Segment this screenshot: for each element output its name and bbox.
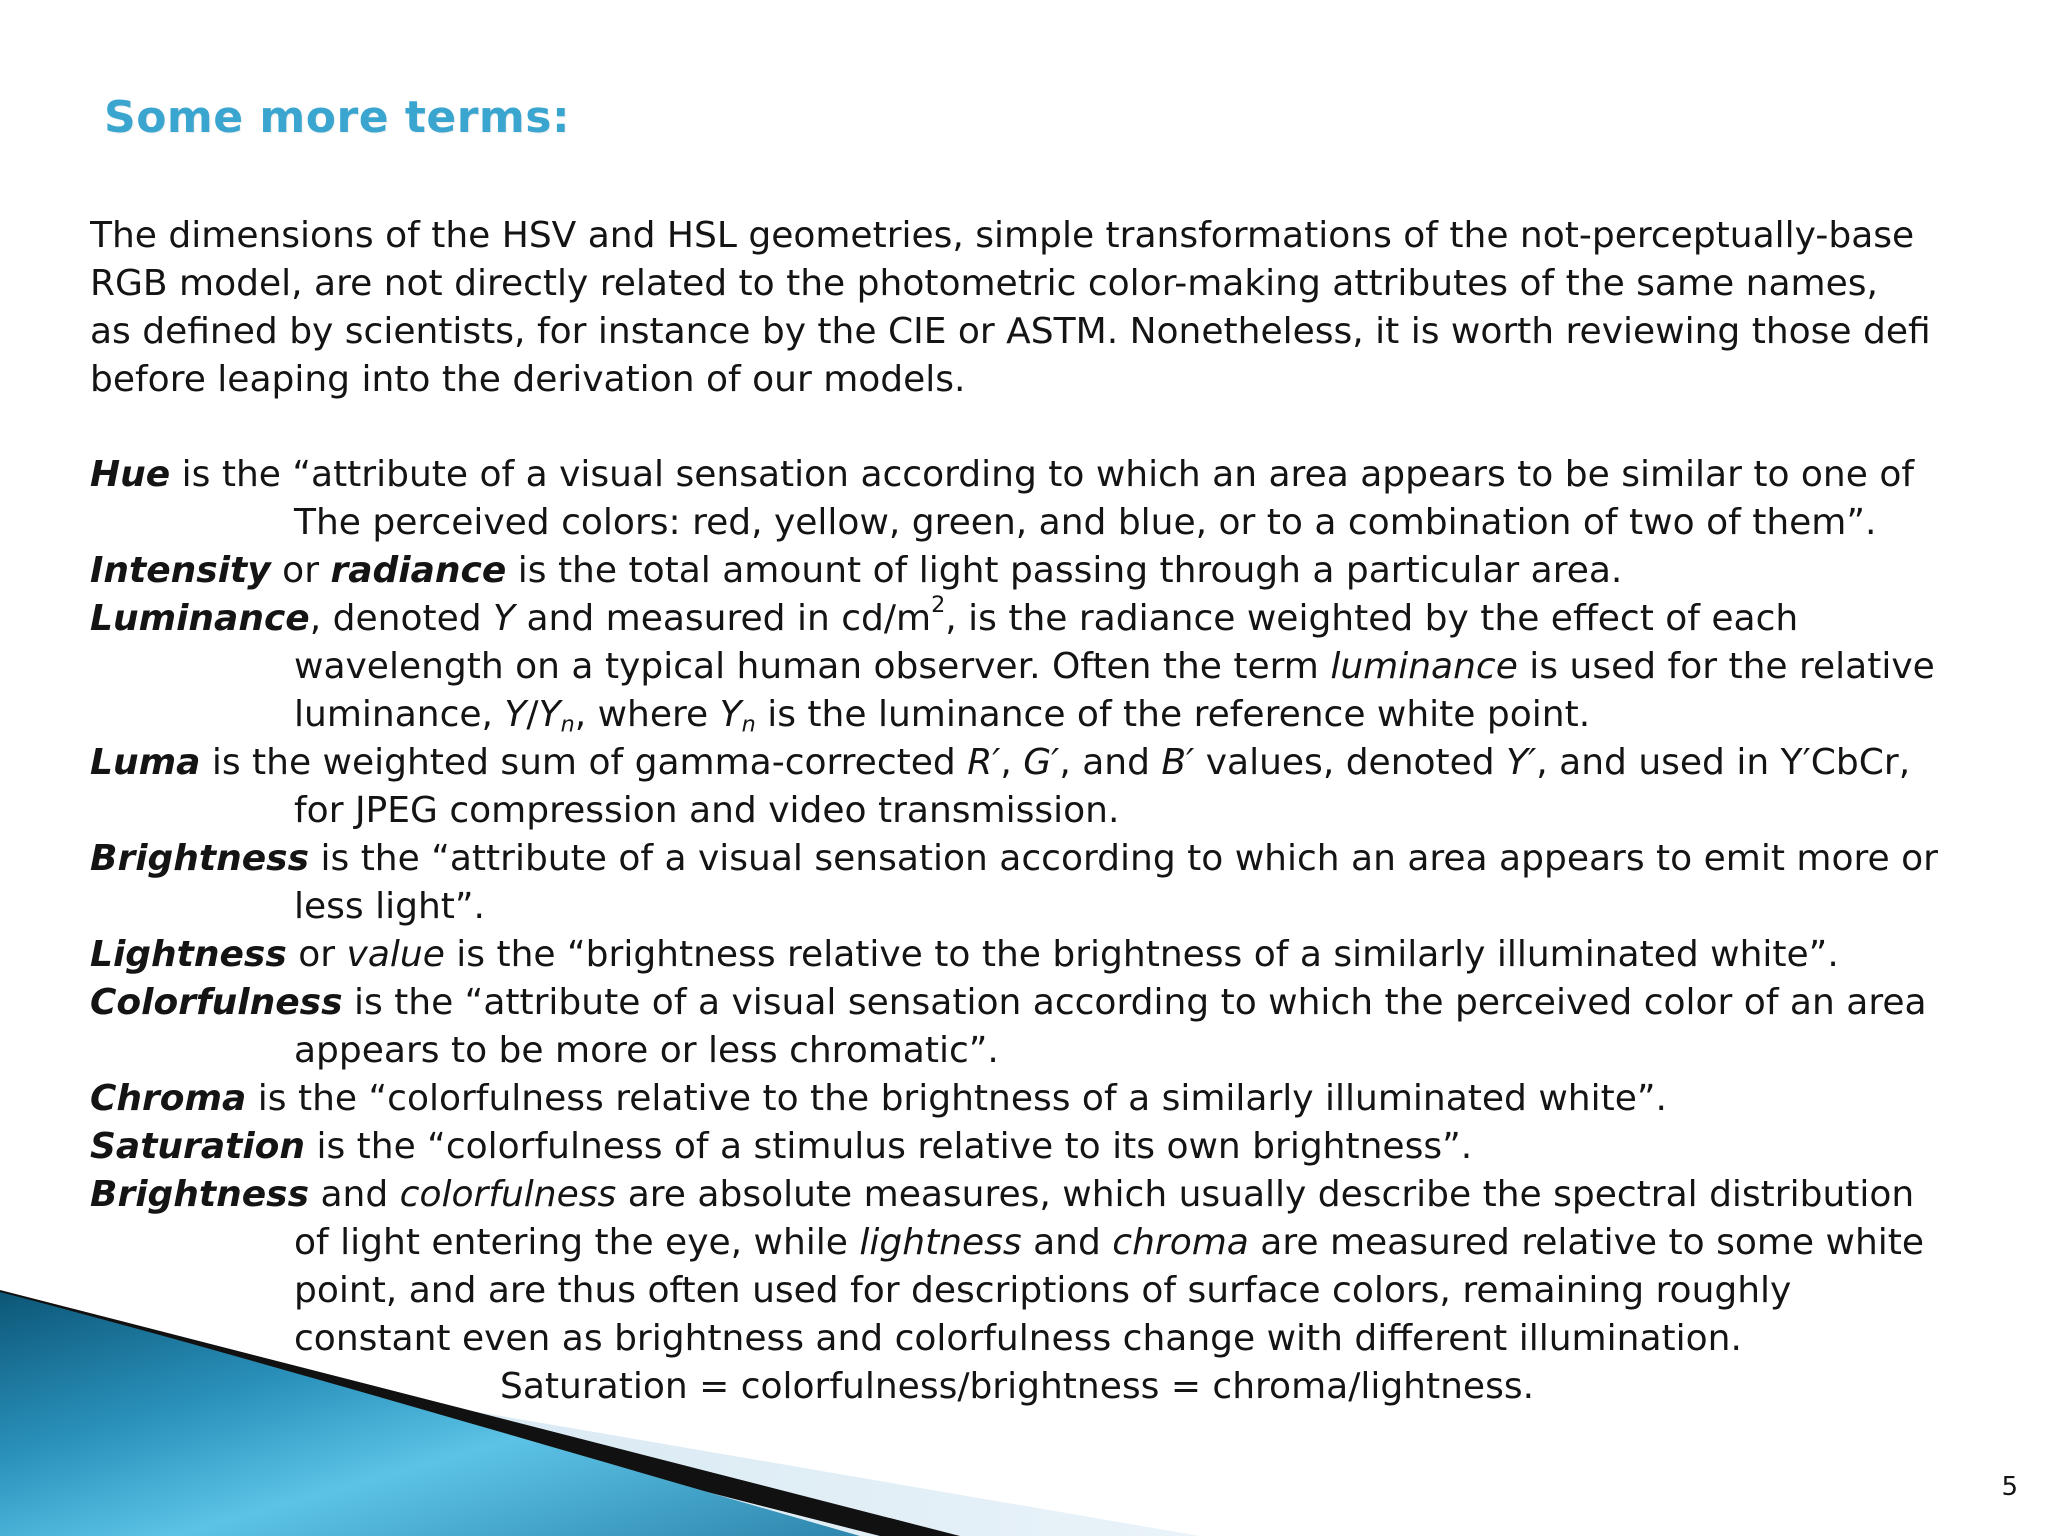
- definition-text: and: [309, 1174, 400, 1215]
- definition-text: is the “attribute of a visual sensation according to which an area appears to emit more or: [309, 838, 1938, 879]
- definition-text: , is the radiance weighted by the effect of each: [945, 598, 1799, 639]
- emphasis-luminance: luminance: [1330, 646, 1518, 687]
- symbol-y: Y: [504, 694, 527, 735]
- symbol-r: R′: [967, 742, 1001, 783]
- definition-text: is the “brightness relative to the brightness of a similarly illuminated white”.: [444, 934, 1839, 975]
- subscript: n: [560, 711, 575, 738]
- text-line: for JPEG compression and video transmission.: [294, 790, 1120, 831]
- definition-text: of light entering the eye, while: [294, 1222, 860, 1263]
- definition-text: and: [1021, 1222, 1113, 1263]
- text-line: as defined by scientists, for instance by the CIE or ASTM. Nonetheless, it is worth reviewing those defi: [90, 311, 1931, 352]
- symbol-g: G′: [1023, 742, 1060, 783]
- definition-text: values, denoted: [1194, 742, 1507, 783]
- definition-lightness: [90, 931, 2048, 979]
- term-hue: Hue: [90, 454, 171, 495]
- text-line: constant even as brightness and colorfulness change with different illumination.: [294, 1318, 1742, 1359]
- text-line: point, and are thus often used for descriptions of surface colors, remaining roughly: [294, 1270, 1792, 1311]
- term-brightness: Brightness: [90, 1174, 310, 1215]
- term-luminance: Luminance: [90, 598, 310, 639]
- text-line: The dimensions of the HSV and HSL geometries, simple transformations of the not-perceptually-base: [90, 215, 1915, 256]
- definition-text: is the weighted sum of gamma-corrected: [200, 742, 968, 783]
- term-luma: Luma: [90, 742, 201, 783]
- text-line: The perceived colors: red, yellow, green, and blue, or to a combination of two of them”.: [294, 502, 1877, 543]
- text-line: before leaping into the derivation of our models.: [90, 359, 966, 400]
- definition-absolute-measures: [90, 1171, 2048, 1411]
- text-line: RGB model, are not directly related to the photometric color-making attributes of the same names,: [90, 263, 1878, 304]
- symbol-y-prime: Y′: [1506, 742, 1537, 783]
- emphasis-colorfulness: colorfulness: [399, 1174, 617, 1215]
- intro-paragraph: [90, 212, 2048, 404]
- definition-text: or: [286, 934, 347, 975]
- slide-body: [90, 212, 2048, 1411]
- definition-text: luminance,: [294, 694, 505, 735]
- definition-hue: [90, 451, 2048, 547]
- symbol-y: Y: [493, 598, 516, 639]
- definition-luma: [90, 739, 2048, 835]
- definition-luminance: [90, 592, 2048, 739]
- term-saturation: Saturation: [90, 1126, 306, 1167]
- paragraph-gap: [90, 404, 2048, 451]
- term-lightness: Lightness: [90, 934, 287, 975]
- text-line: less light”.: [294, 886, 485, 927]
- definition-brightness: [90, 835, 2048, 931]
- symbol-y: Y: [719, 694, 742, 735]
- term-chroma: Chroma: [90, 1078, 247, 1119]
- definition-text: , denoted: [309, 598, 494, 639]
- definition-text: , and: [1059, 742, 1162, 783]
- symbol-b: B′: [1161, 742, 1195, 783]
- text-line: appears to be more or less chromatic”.: [294, 1030, 999, 1071]
- term-intensity: Intensity: [90, 550, 271, 591]
- definition-colorfulness: [90, 979, 2048, 1075]
- term-colorfulness: Colorfulness: [90, 982, 343, 1023]
- definition-text: ,: [1000, 742, 1024, 783]
- definition-intensity: [90, 547, 2048, 595]
- emphasis-lightness: lightness: [859, 1222, 1022, 1263]
- definition-text: are absolute measures, which usually describe the spectral distribution: [616, 1174, 1915, 1215]
- definition-text: is the “colorfulness relative to the brightness of a similarly illuminated white”.: [246, 1078, 1667, 1119]
- definition-text: , where: [574, 694, 720, 735]
- definition-text: is used for the relative: [1517, 646, 1935, 687]
- page-number: 5: [2001, 1472, 2018, 1502]
- slide-title: Some more terms:: [104, 92, 571, 143]
- superscript: 2: [931, 592, 946, 619]
- definition-text: or: [270, 550, 331, 591]
- symbol-y: Y: [538, 694, 561, 735]
- definition-text: is the “colorfulness of a stimulus relative to its own brightness”.: [305, 1126, 1473, 1167]
- definition-text: is the total amount of light passing through a particular area.: [506, 550, 1623, 591]
- definition-text: is the “attribute of a visual sensation according to which the perceived color of an area: [342, 982, 1927, 1023]
- definition-saturation: [90, 1123, 2048, 1171]
- definition-text: is the “attribute of a visual sensation according to which an area appears to be similar to one of: [170, 454, 1915, 495]
- saturation-formula: Saturation = colorfulness/brightness = chroma/lightness.: [500, 1366, 1535, 1407]
- definition-text: wavelength on a typical human observer. Often the term: [294, 646, 1331, 687]
- emphasis-value: value: [346, 934, 445, 975]
- term-radiance: radiance: [330, 550, 507, 591]
- term-brightness: Brightness: [90, 838, 310, 879]
- definition-text: is the luminance of the reference white point.: [755, 694, 1591, 735]
- definition-text: , and used in Y′CbCr,: [1536, 742, 1911, 783]
- slash: /: [526, 694, 539, 735]
- emphasis-chroma: chroma: [1112, 1222, 1249, 1263]
- subscript: n: [741, 711, 756, 738]
- definition-text: are measured relative to some white: [1248, 1222, 1925, 1263]
- definition-text: and measured in cd/m: [515, 598, 932, 639]
- definition-chroma: [90, 1075, 2048, 1123]
